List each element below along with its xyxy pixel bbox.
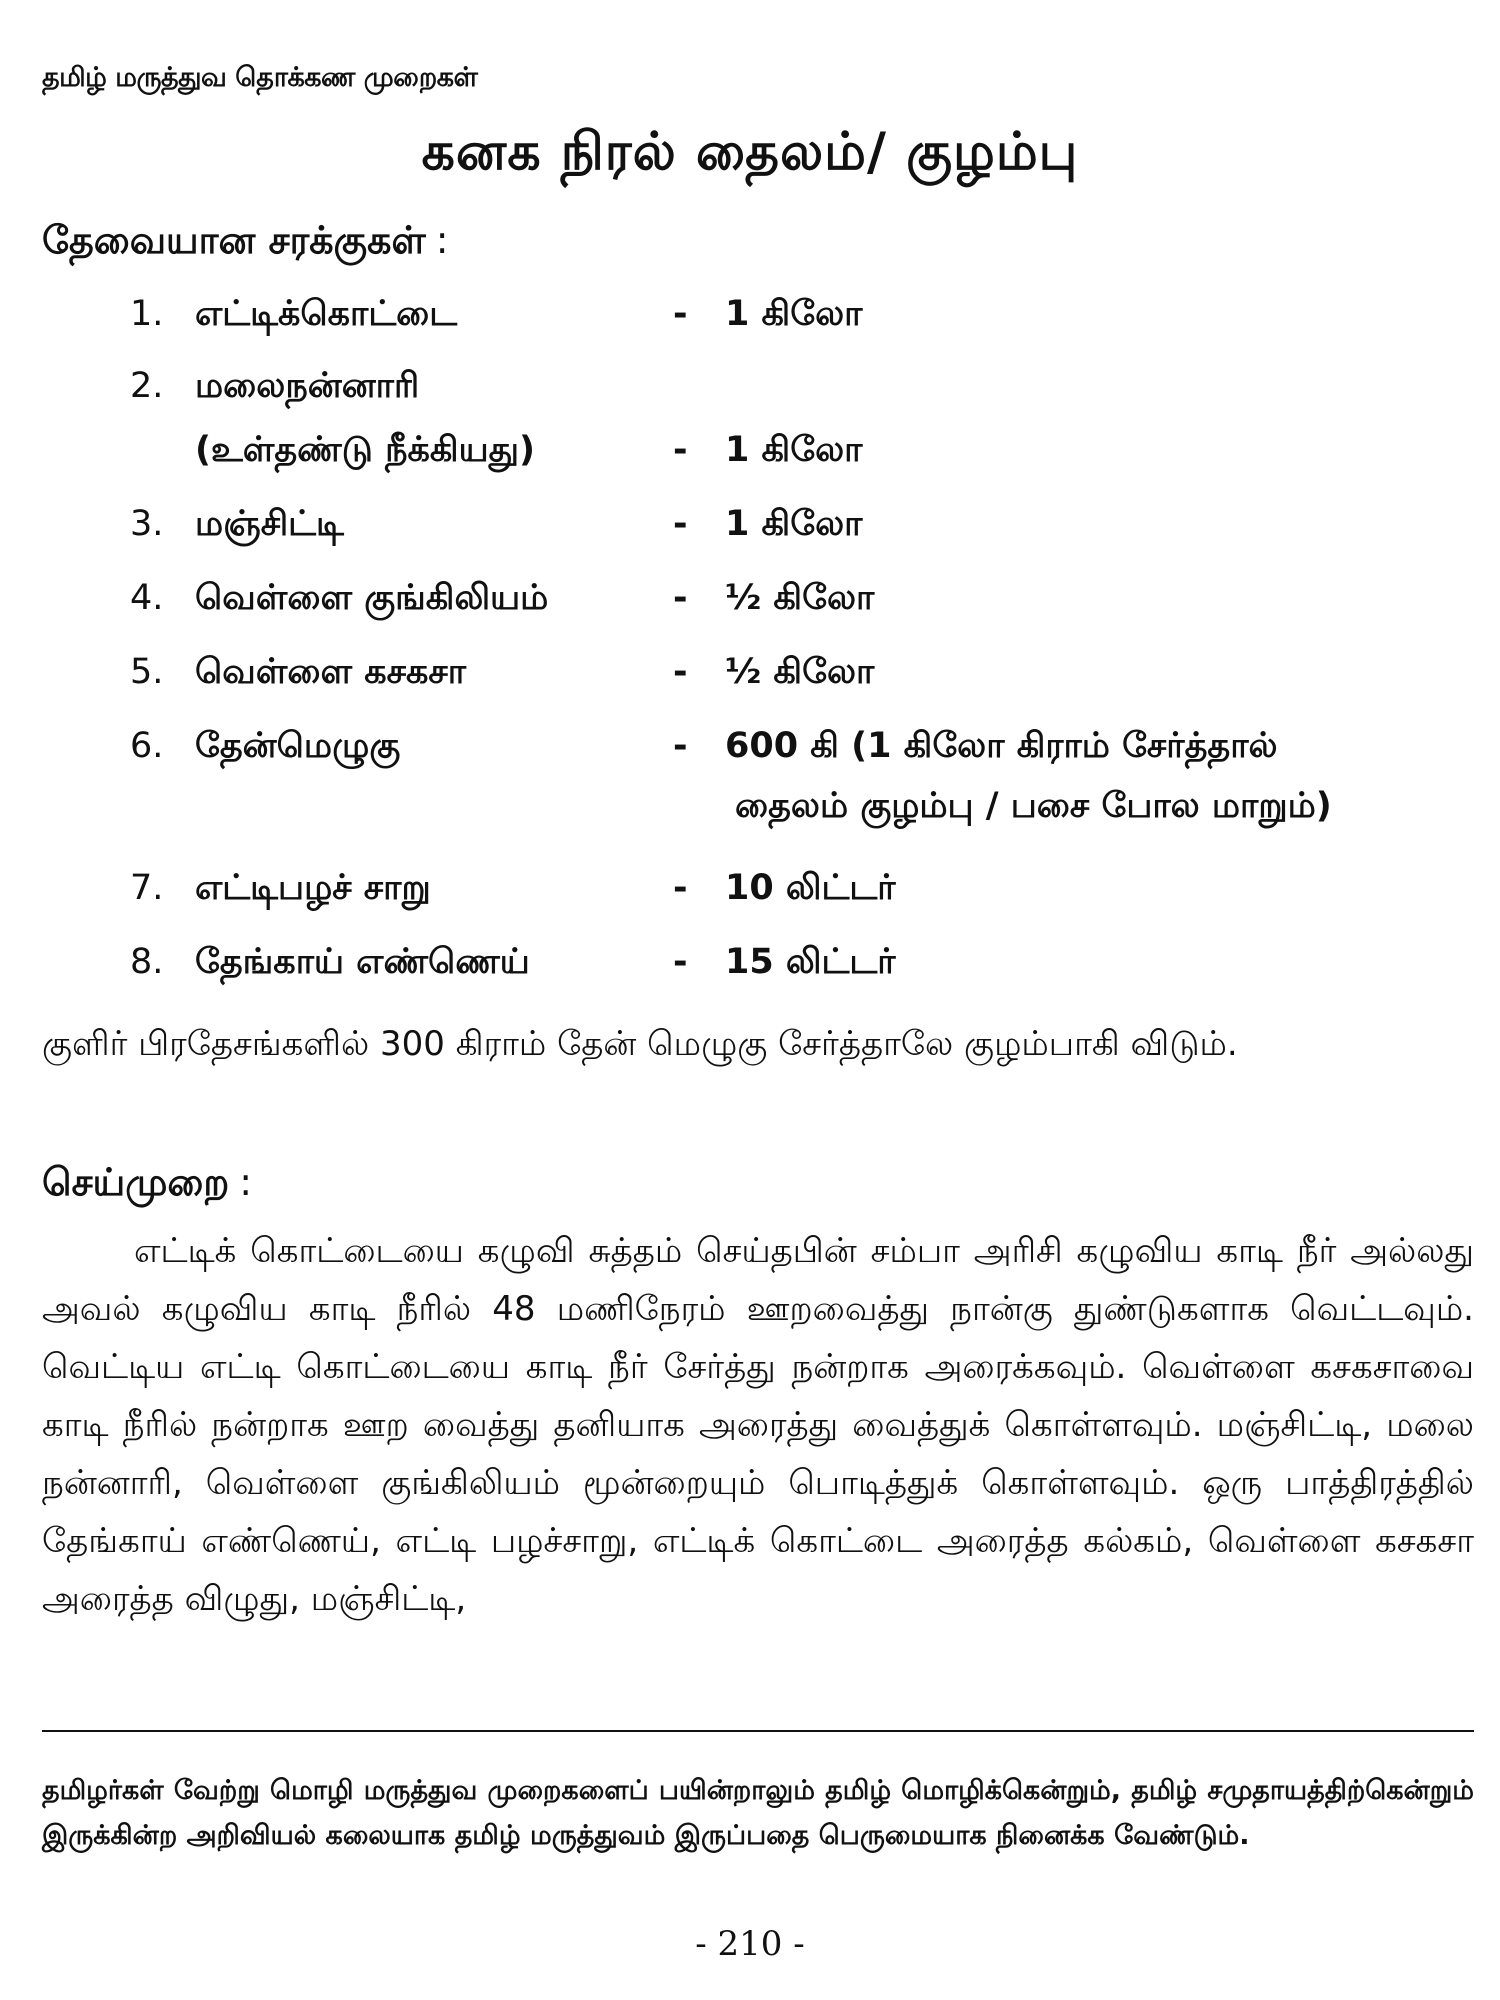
ingredient-number: 8. [130,942,164,982]
page-title: கனக நிரல் தைலம்/ குழம்பு [421,122,1079,182]
ingredient-name: எட்டிக்கொட்டை [195,294,458,334]
ingredient-number: 5. [130,652,164,692]
ingredient-quantity: 600 கி (1 கிலோ கிராம் சேர்த்தால் [725,726,1278,766]
ingredient-name: வெள்ளை குங்கிலியம் [195,578,549,618]
heading-colon: : [435,218,449,262]
ingredient-dash: - [673,726,688,766]
ingredient-number: 4. [130,578,164,618]
ingredient-number: 6. [130,726,164,766]
ingredient-name: வெள்ளை கசகசா [195,652,467,692]
ingredient-name-continued: (உள்தண்டு நீக்கியது) [195,430,535,470]
ingredient-number: 3. [130,504,164,544]
ingredient-name: மஞ்சிட்டி [195,504,344,544]
ingredient-quantity: 1 கிலோ [725,294,863,334]
running-head: தமிழ் மருத்துவ தொக்கண முறைகள் [42,62,478,93]
ingredients-heading [42,218,449,268]
ingredient-name: தேன்மெழுகு [195,726,401,766]
ingredient-dash: - [673,652,688,692]
ingredient-dash: - [673,294,688,334]
heading-colon: : [239,1160,253,1204]
ingredient-dash: - [673,504,688,544]
footnote-divider [42,1730,1474,1732]
ingredient-number: 7. [130,868,164,908]
ingredient-quantity: 1 கிலோ [725,430,863,470]
method-heading-text: செய்முறை [42,1160,230,1204]
ingredient-quantity: 1 கிலோ [725,504,863,544]
page-number: - 210 - [695,1924,805,1964]
method-paragraph: எட்டிக் கொட்டையை கழுவி சுத்தம் செய்தபின் சம்பா அரிசி கழுவிய காடி நீர் அல்லது அவல் கழுவிய காடி நீரில் 48 மணிநேரம் ஊறவைத்து நான்கு துண்டுகளாக வெட்டவும். வெட்டிய எட்டி கொட்டையை காடி நீர் சேர்த்து நன்றாக அரைக்கவும். வெள்ளை கசகசாவை காடி நீரில் நன்றாக ஊற வைத்து தனியாக அரைத்து வைத்துக் கொள்ளவும். மஞ்சிட்டி, மலை நன்னாரி, வெள்ளை குங்கிலியம் மூன்றையும் பொடித்துக் கொள்ளவும். ஒரு பாத்திரத்தில் தேங்காய் எண்ணெய், எட்டி பழச்சாறு, எட்டிக் கொட்டை அரைத்த கல்கம், வெள்ளை கசகசா அரைத்த விழுது, மஞ்சிட்டி, [42,1231,1474,1619]
ingredient-name: எட்டிபழச் சாறு [195,868,431,908]
ingredient-quantity: 10 லிட்டர் [725,868,896,908]
ingredient-quantity: 15 லிட்டர் [725,942,896,982]
ingredient-dash: - [673,578,688,618]
ingredients-heading-text: தேவையான சரக்குகள் [42,218,426,262]
ingredient-dash: - [673,430,688,470]
ingredient-quantity: ½ கிலோ [725,652,875,692]
method-heading [42,1160,252,1210]
ingredient-number: 2. [130,366,164,406]
cold-region-note: குளிர் பிரதேசங்களில் 300 கிராம் தேன் மெழுகு சேர்த்தாலே குழம்பாகி விடும். [42,1024,1238,1064]
ingredient-quantity: ½ கிலோ [725,578,875,618]
ingredient-quantity-continued: தைலம் குழம்பு / பசை போல மாறும்) [735,786,1332,826]
ingredient-name: தேங்காய் எண்ணெய் [195,942,530,982]
ingredient-name: மலைநன்னாரி [195,366,420,406]
ingredient-dash: - [673,942,688,982]
ingredient-dash: - [673,868,688,908]
footnote: தமிழர்கள் வேற்று மொழி மருத்துவ முறைகளைப் பயின்றாலும் தமிழ் மொழிக்கென்றும், தமிழ் சமுதாயத்திற்கென்றும் இருக்கின்ற அறிவியல் கலையாக தமிழ் மருத்துவம் இருப்பதை பெருமையாக நினைக்க வேண்டும். [42,1775,1474,1851]
ingredient-number: 1. [130,294,164,334]
